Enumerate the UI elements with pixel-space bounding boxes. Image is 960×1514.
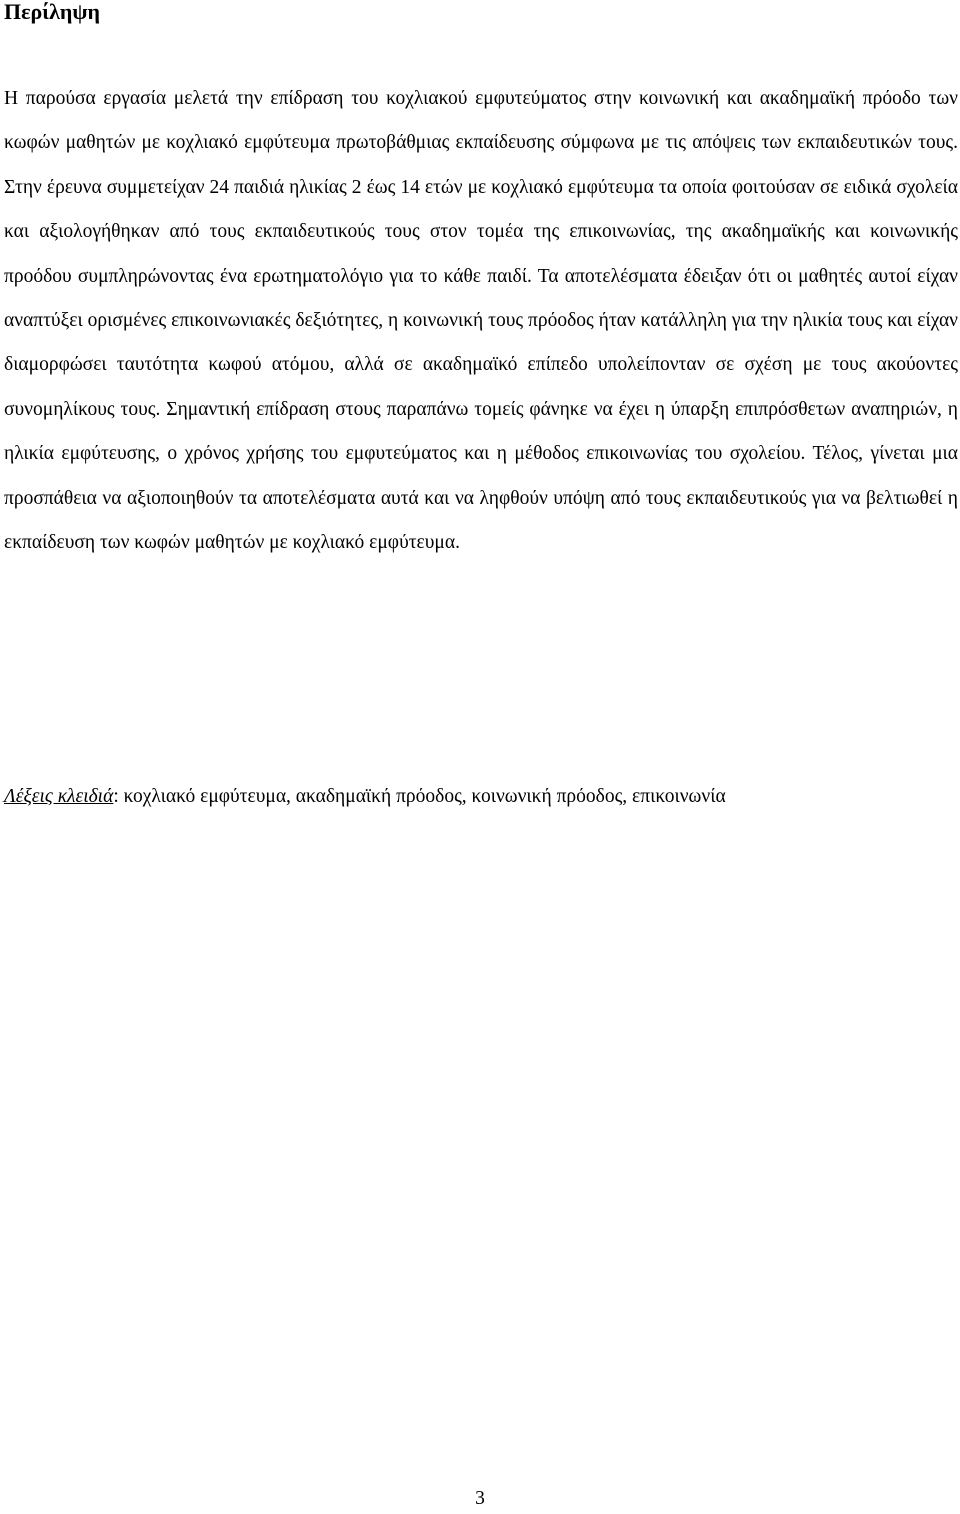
keywords-label: Λέξεις κλειδιά [4,786,114,807]
keywords-separator: : [113,786,119,807]
abstract-paragraph: Η παρούσα εργασία μελετά την επίδραση του κοχλιακού εμφυτεύματος στην κοινωνική και ακαδημαϊκή πρόοδο των κωφών μαθητών με κοχλιακό εμφύτευμα πρωτοβάθμιας εκπαίδευσης σύμφωνα με τις απόψεις των εκπαιδευτικών τους. Στην έρευνα συμμετείχαν 24 παιδιά ηλικίας 2 έως 14 ετών με κοχλιακό εμφύτευμα τα οποία φοιτούσαν σε ειδικά σχολεία και αξιολογήθηκαν από τους εκπαιδευτικούς τους στον τομέα της επικοινωνίας, της ακαδημαϊκής και κοινωνικής προόδου συμπληρώνοντας ένα ερωτηματολόγιο για το κάθε παιδί. Τα αποτελέσματα έδειξαν ότι οι μαθητές αυτοί είχαν αναπτύξει ορισμένες επικοινωνιακές δεξιότητες, η κοινωνική τους πρόοδος ήταν κατάλληλη για την ηλικία τους και είχαν διαμορφώσει ταυτότητα κωφού ατόμου, αλλά σε ακαδημαϊκό επίπεδο υπολείπονταν σε σχέση με τους ακούοντες συνομηλίκους τους. Σημαντική επίδραση στους παραπάνω τομείς φάνηκε να έχει η ύπαρξη επιπρόσθετων αναπηριών, η ηλικία εμφύτευσης, ο χρόνος χρήσης του εμφυτεύματος και η μέθοδος επικοινωνίας του σχολείου. Τέλος, γίνεται μια προσπάθεια να αξιοποιηθούν τα αποτελέσματα αυτά και να ληφθούν υπόψη από τους εκπαιδευτικούς για να βελτιωθεί η εκπαίδευση των κωφών μαθητών με κοχλιακό εμφύτευμα. [4,88,958,554]
keywords-line [4,779,958,815]
section-heading: Περίληψη [4,0,101,24]
page-number: 3 [475,1488,485,1509]
keywords-list: κοχλιακό εμφύτευμα, ακαδημαϊκή πρόοδος, κοινωνική πρόοδος, επικοινωνία [118,786,726,807]
